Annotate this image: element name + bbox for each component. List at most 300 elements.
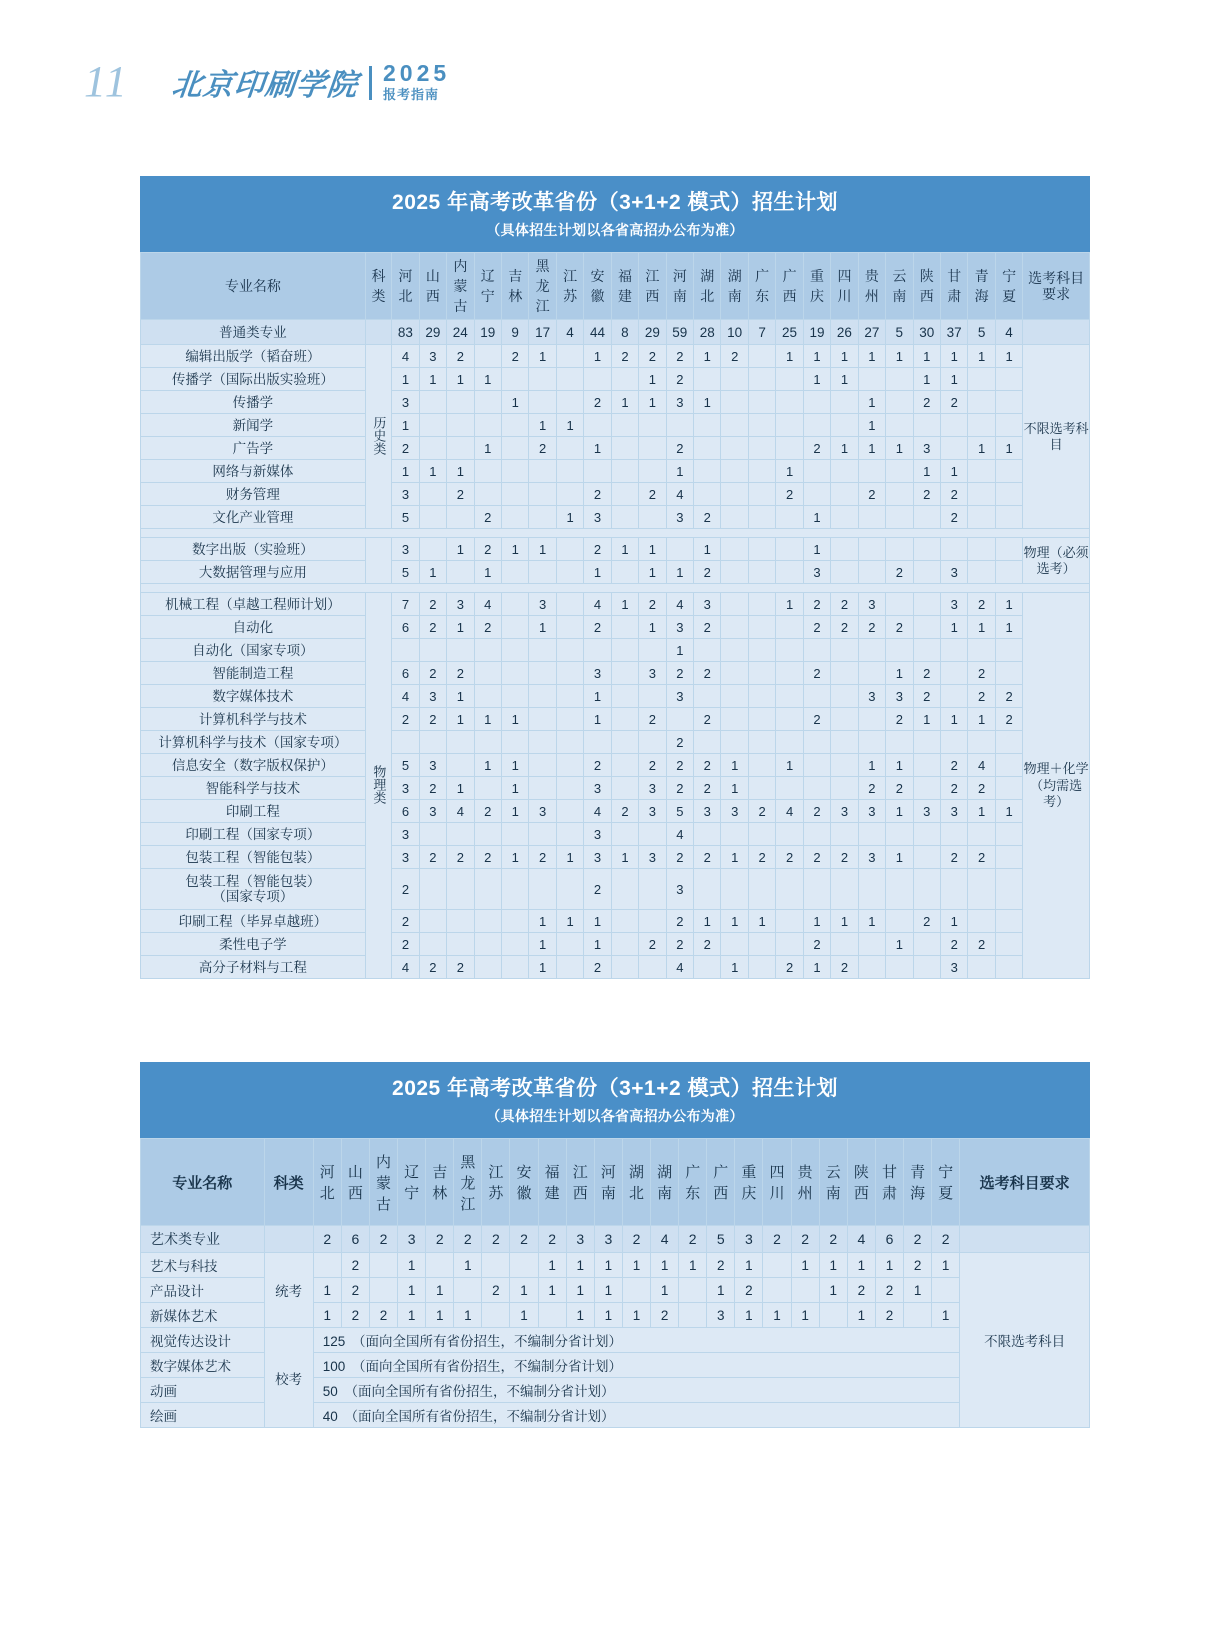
province-label: 福建 — [544, 1164, 560, 1203]
requirement-cell-physics-chem: 物理＋化学（均需选考） — [1023, 593, 1090, 979]
plan-count-cell — [913, 538, 940, 561]
plan-count-cell — [639, 956, 666, 979]
plan-count-cell: 29 — [419, 320, 446, 345]
table-row — [141, 460, 1090, 483]
plan-count-cell — [447, 933, 474, 956]
plan-count-cell: 2 — [694, 754, 721, 777]
plan-count-cell — [748, 823, 775, 846]
plan-count-cell: 2 — [858, 777, 885, 800]
plan-count-cell: 1 — [707, 1278, 735, 1303]
plan-count-cell — [639, 460, 666, 483]
plan-count-cell — [776, 933, 803, 956]
plan-count-cell: 1 — [510, 1303, 538, 1328]
plan-count-cell — [748, 538, 775, 561]
col-header-province-17 — [791, 1139, 819, 1226]
province-label: 重庆 — [810, 268, 824, 305]
plan-count-cell — [913, 956, 940, 979]
col-header-province-9 — [566, 1139, 594, 1226]
plan-count-cell — [940, 685, 967, 708]
province-label: 甘肃 — [947, 268, 962, 305]
col-header-province-8 — [611, 253, 638, 320]
plan-count-cell: 2 — [474, 538, 501, 561]
plan-count-cell: 1 — [392, 414, 419, 437]
province-label: 安徽 — [590, 268, 605, 305]
plan-count-cell: 1 — [803, 368, 830, 391]
plan-count-cell — [803, 731, 830, 754]
province-label: 河南 — [672, 268, 687, 305]
plan-count-cell — [639, 414, 666, 437]
province-label: 湖南 — [727, 268, 742, 305]
plan-count-cell: 3 — [594, 1226, 622, 1253]
major-name: 计算机科学与技术（国家专项） — [141, 731, 366, 754]
plan-count-cell: 3 — [940, 561, 967, 584]
plan-count-cell — [529, 391, 556, 414]
col-header-province-15 — [735, 1139, 763, 1226]
plan-count-cell: 1 — [940, 910, 967, 933]
major-name: 网络与新媒体 — [141, 460, 366, 483]
kelei-cell-tongkao: 统考 — [264, 1253, 313, 1328]
plan-count-cell: 2 — [666, 731, 693, 754]
plan-count-cell: 2 — [639, 933, 666, 956]
plan-count-cell — [721, 368, 748, 391]
plan-count-cell — [748, 437, 775, 460]
plan-count-cell: 1 — [886, 345, 913, 368]
plan-count-cell: 3 — [584, 846, 611, 869]
plan-count-cell — [447, 869, 474, 910]
col-header-province-15 — [803, 253, 830, 320]
plan-count-cell: 2 — [666, 345, 693, 368]
plan-count-cell: 1 — [639, 538, 666, 561]
plan-count-cell: 1 — [611, 593, 638, 616]
province-label: 青海 — [910, 1164, 926, 1203]
plan-count-cell — [913, 869, 940, 910]
plan-count-cell — [529, 869, 556, 910]
plan-count-cell — [313, 1253, 341, 1278]
plan-count-cell — [968, 368, 995, 391]
plan-count-cell — [474, 685, 501, 708]
plan-count-cell: 1 — [913, 460, 940, 483]
col-header-province-14 — [707, 1139, 735, 1226]
plan-count-cell: 1 — [932, 1253, 960, 1278]
plan-count-cell: 3 — [566, 1226, 594, 1253]
col-header-province-3 — [474, 253, 501, 320]
col-header-province-22 — [932, 1139, 960, 1226]
plan-count-cell — [501, 731, 528, 754]
table-row — [141, 506, 1090, 529]
plan-count-cell: 1 — [831, 437, 858, 460]
plan-count-cell — [940, 414, 967, 437]
plan-count-cell: 1 — [886, 662, 913, 685]
plan-count-cell: 2 — [510, 1226, 538, 1253]
plan-count-cell: 9 — [501, 320, 528, 345]
plan-count-cell — [886, 731, 913, 754]
plan-note-cell: 100 （面向全国所有省份招生，不编制分省计划） — [313, 1353, 960, 1378]
plan-count-cell: 3 — [858, 685, 885, 708]
plan-count-cell: 1 — [454, 1253, 482, 1278]
plan-count-cell — [858, 731, 885, 754]
plan-count-cell: 3 — [584, 506, 611, 529]
plan-count-cell: 3 — [666, 391, 693, 414]
plan-count-cell: 1 — [398, 1303, 426, 1328]
plan-count-cell — [932, 1278, 960, 1303]
table-row-total — [141, 1226, 1090, 1253]
plan-count-cell — [721, 561, 748, 584]
plan-count-cell: 1 — [803, 506, 830, 529]
col-header-province-1 — [419, 253, 446, 320]
plan-count-cell — [529, 506, 556, 529]
plan-count-cell — [556, 460, 583, 483]
plan-count-cell: 1 — [913, 345, 940, 368]
plan-count-cell — [529, 685, 556, 708]
plan-count-cell: 1 — [858, 391, 885, 414]
plan-count-cell: 1 — [501, 391, 528, 414]
plan-count-cell — [694, 823, 721, 846]
plan-count-cell — [995, 910, 1022, 933]
plan-count-cell — [611, 708, 638, 731]
plan-count-cell: 3 — [639, 662, 666, 685]
plan-count-cell — [995, 561, 1022, 584]
plan-count-cell: 2 — [735, 1278, 763, 1303]
province-label: 湖南 — [657, 1164, 673, 1203]
plan-count-cell — [694, 956, 721, 979]
col-header-province-19 — [847, 1139, 875, 1226]
plan-count-cell: 3 — [529, 800, 556, 823]
major-name: 计算机科学与技术 — [141, 708, 366, 731]
plan-count-cell — [858, 933, 885, 956]
plan-count-cell — [584, 731, 611, 754]
plan-count-cell: 2 — [776, 956, 803, 979]
plan-count-cell: 1 — [501, 777, 528, 800]
plan-count-cell: 1 — [529, 345, 556, 368]
plan-count-cell: 3 — [419, 685, 446, 708]
plan-count-cell — [995, 662, 1022, 685]
plan-count-cell — [611, 869, 638, 910]
table1-title-main: 2025 年高考改革省份（3+1+2 模式）招生计划 — [392, 191, 838, 214]
province-label: 青海 — [974, 268, 989, 305]
plan-count-cell: 1 — [447, 368, 474, 391]
plan-count-cell: 1 — [454, 1303, 482, 1328]
province-label: 江西 — [572, 1164, 588, 1203]
plan-count-cell — [886, 506, 913, 529]
plan-count-cell: 1 — [694, 345, 721, 368]
plan-count-cell: 2 — [940, 754, 967, 777]
plan-count-cell: 2 — [831, 956, 858, 979]
plan-count-cell: 2 — [694, 616, 721, 639]
plan-count-cell: 2 — [904, 1226, 932, 1253]
plan-count-cell: 2 — [968, 933, 995, 956]
province-label: 四川 — [837, 268, 852, 305]
plan-count-cell: 1 — [940, 345, 967, 368]
plan-count-cell — [447, 506, 474, 529]
plan-count-cell: 2 — [666, 662, 693, 685]
major-name: 包装工程（智能包装） （国家专项） — [141, 869, 366, 910]
major-name: 视觉传达设计 — [141, 1328, 265, 1353]
province-label: 内蒙古 — [453, 258, 468, 315]
plan-count-cell: 2 — [666, 437, 693, 460]
plan-count-cell — [721, 391, 748, 414]
major-name: 包装工程（智能包装） — [141, 846, 366, 869]
province-label: 广东 — [685, 1164, 701, 1203]
plan-count-cell: 1 — [556, 506, 583, 529]
province-label: 甘肃 — [881, 1164, 897, 1203]
plan-count-cell — [501, 593, 528, 616]
plan-count-cell: 2 — [694, 933, 721, 956]
plan-count-cell — [556, 731, 583, 754]
plan-count-cell — [940, 731, 967, 754]
plan-count-cell — [611, 910, 638, 933]
plan-count-cell: 1 — [501, 800, 528, 823]
plan-count-cell: 1 — [639, 561, 666, 584]
plan-count-cell: 1 — [886, 846, 913, 869]
plan-count-cell — [694, 368, 721, 391]
plan-count-cell — [694, 731, 721, 754]
major-name: 印刷工程 — [141, 800, 366, 823]
plan-count-cell: 2 — [940, 777, 967, 800]
plan-count-cell — [913, 561, 940, 584]
plan-count-cell — [611, 639, 638, 662]
province-label: 四川 — [769, 1164, 785, 1203]
table-row — [141, 777, 1090, 800]
col-header-province-17 — [858, 253, 885, 320]
plan-count-cell: 2 — [419, 593, 446, 616]
plan-count-cell: 3 — [940, 800, 967, 823]
plan-count-cell: 3 — [419, 800, 446, 823]
plan-count-cell — [776, 391, 803, 414]
col-header-province-8 — [538, 1139, 566, 1226]
province-label: 江苏 — [563, 268, 578, 305]
plan-count-cell: 1 — [831, 368, 858, 391]
plan-count-cell: 2 — [529, 437, 556, 460]
plan-count-cell — [584, 460, 611, 483]
major-name: 数字媒体技术 — [141, 685, 366, 708]
major-name: 智能制造工程 — [141, 662, 366, 685]
plan-count-cell: 3 — [694, 593, 721, 616]
plan-count-cell: 1 — [639, 616, 666, 639]
plan-count-cell — [913, 754, 940, 777]
col-header-province-6 — [482, 1139, 510, 1226]
plan-count-cell: 19 — [803, 320, 830, 345]
plan-count-cell: 2 — [392, 933, 419, 956]
plan-count-cell — [419, 823, 446, 846]
plan-count-cell: 7 — [392, 593, 419, 616]
plan-count-cell — [748, 506, 775, 529]
plan-count-cell — [529, 731, 556, 754]
plan-count-cell — [968, 391, 995, 414]
plan-count-cell: 4 — [584, 593, 611, 616]
plan-count-cell: 2 — [447, 956, 474, 979]
plan-count-cell: 1 — [426, 1303, 454, 1328]
plan-count-cell — [611, 933, 638, 956]
plan-count-cell — [995, 391, 1022, 414]
plan-count-cell — [611, 823, 638, 846]
plan-count-cell: 1 — [904, 1278, 932, 1303]
plan-count-cell: 4 — [666, 593, 693, 616]
plan-count-cell: 4 — [392, 685, 419, 708]
plan-count-cell: 3 — [419, 754, 446, 777]
plan-count-cell: 1 — [447, 708, 474, 731]
plan-count-cell — [776, 708, 803, 731]
plan-count-cell: 2 — [501, 345, 528, 368]
table2-title-sub: （具体招生计划以各省高招办公布为准） — [486, 1108, 744, 1125]
plan-count-cell: 1 — [803, 538, 830, 561]
table-row — [141, 685, 1090, 708]
plan-count-cell: 1 — [529, 616, 556, 639]
plan-count-cell: 1 — [529, 538, 556, 561]
plan-count-cell: 3 — [666, 685, 693, 708]
plan-count-cell — [419, 639, 446, 662]
plan-count-cell: 2 — [419, 708, 446, 731]
plan-count-cell — [721, 869, 748, 910]
major-name: 艺术类专业 — [141, 1226, 265, 1253]
plan-count-cell: 1 — [995, 593, 1022, 616]
plan-count-cell — [694, 639, 721, 662]
plan-count-cell: 1 — [858, 910, 885, 933]
plan-count-cell — [584, 639, 611, 662]
plan-count-cell — [776, 777, 803, 800]
kelei-cell — [264, 1226, 313, 1253]
plan-count-cell — [886, 460, 913, 483]
plan-count-cell — [748, 368, 775, 391]
plan-count-cell: 1 — [886, 933, 913, 956]
table-row-total — [141, 320, 1090, 345]
plan-count-cell — [831, 708, 858, 731]
plan-count-cell: 1 — [748, 910, 775, 933]
plan-count-cell: 2 — [694, 846, 721, 869]
plan-count-cell — [886, 910, 913, 933]
plan-count-cell — [748, 561, 775, 584]
col-header-province-20 — [875, 1139, 903, 1226]
col-header-province-1 — [341, 1139, 369, 1226]
plan-count-cell: 2 — [584, 869, 611, 910]
plan-count-cell: 1 — [968, 345, 995, 368]
plan-count-cell: 2 — [748, 846, 775, 869]
major-name: 财务管理 — [141, 483, 366, 506]
plan-count-cell: 3 — [392, 777, 419, 800]
plan-count-cell: 3 — [886, 685, 913, 708]
plan-count-cell: 4 — [447, 800, 474, 823]
plan-count-cell: 6 — [392, 800, 419, 823]
plan-count-cell — [968, 483, 995, 506]
col-header-kelei: 科类 — [264, 1139, 313, 1226]
col-header-province-4 — [426, 1139, 454, 1226]
plan-count-cell: 1 — [803, 956, 830, 979]
plan-count-cell — [474, 731, 501, 754]
plan-count-cell: 2 — [419, 846, 446, 869]
table-row — [141, 1253, 1090, 1278]
table-row — [141, 846, 1090, 869]
col-header-province-21 — [904, 1139, 932, 1226]
plan-count-cell: 4 — [651, 1226, 679, 1253]
plan-count-cell: 2 — [584, 956, 611, 979]
plan-count-cell — [474, 460, 501, 483]
col-header-kelei — [365, 253, 391, 320]
plan-count-cell — [501, 460, 528, 483]
plan-count-cell: 3 — [392, 483, 419, 506]
plan-count-cell: 1 — [447, 685, 474, 708]
plan-count-cell — [748, 483, 775, 506]
plan-count-cell — [940, 662, 967, 685]
col-header-province-22 — [995, 253, 1022, 320]
plan-count-cell — [886, 823, 913, 846]
plan-count-cell: 6 — [392, 662, 419, 685]
major-name: 文化产业管理 — [141, 506, 366, 529]
plan-count-cell: 2 — [679, 1226, 707, 1253]
col-header-province-19 — [913, 253, 940, 320]
plan-count-cell: 2 — [858, 483, 885, 506]
plan-count-cell — [419, 731, 446, 754]
kelei-cell-physics: 物理类 — [365, 593, 391, 979]
plan-count-cell: 3 — [940, 593, 967, 616]
col-header-province-10 — [666, 253, 693, 320]
plan-count-cell: 1 — [831, 345, 858, 368]
plan-count-cell — [721, 708, 748, 731]
plan-count-cell: 1 — [313, 1278, 341, 1303]
col-header-province-16 — [831, 253, 858, 320]
plan-count-cell: 4 — [968, 754, 995, 777]
plan-count-cell: 1 — [847, 1253, 875, 1278]
plan-count-cell — [611, 460, 638, 483]
plan-count-cell — [995, 414, 1022, 437]
plan-count-cell: 2 — [538, 1226, 566, 1253]
col-header-province-10 — [594, 1139, 622, 1226]
plan-count-cell — [611, 437, 638, 460]
plan-count-cell: 1 — [913, 368, 940, 391]
plan-count-cell: 1 — [721, 777, 748, 800]
province-label: 山西 — [425, 268, 440, 305]
plan-count-cell: 26 — [831, 320, 858, 345]
plan-count-cell — [721, 616, 748, 639]
major-name: 新媒体艺术 — [141, 1303, 265, 1328]
plan-count-cell: 2 — [886, 616, 913, 639]
plan-count-cell — [501, 956, 528, 979]
plan-count-cell: 4 — [666, 823, 693, 846]
plan-count-cell — [913, 639, 940, 662]
plan-count-cell — [791, 1278, 819, 1303]
plan-count-cell: 1 — [639, 368, 666, 391]
plan-count-cell — [556, 593, 583, 616]
table-row — [141, 345, 1090, 368]
plan-count-cell — [748, 685, 775, 708]
admission-plan-table-general — [140, 176, 1090, 979]
plan-count-cell — [776, 561, 803, 584]
plan-count-cell: 10 — [721, 320, 748, 345]
plan-count-cell: 1 — [398, 1253, 426, 1278]
plan-count-cell — [419, 437, 446, 460]
plan-count-cell: 1 — [313, 1303, 341, 1328]
plan-count-cell — [721, 933, 748, 956]
plan-count-cell — [776, 538, 803, 561]
col-header-province-20 — [940, 253, 967, 320]
plan-count-cell: 1 — [721, 910, 748, 933]
plan-count-cell — [721, 437, 748, 460]
plan-count-cell: 1 — [651, 1278, 679, 1303]
major-name: 普通类专业 — [141, 320, 366, 345]
plan-count-cell — [694, 437, 721, 460]
plan-count-cell: 4 — [995, 320, 1022, 345]
table-row — [141, 437, 1090, 460]
plan-count-cell — [529, 460, 556, 483]
plan-count-cell: 1 — [791, 1253, 819, 1278]
admission-plan-table-arts — [140, 1062, 1090, 1428]
plan-count-cell — [748, 391, 775, 414]
plan-count-cell: 2 — [803, 437, 830, 460]
plan-count-cell — [940, 639, 967, 662]
col-header-province-0 — [392, 253, 419, 320]
major-name: 动画 — [141, 1378, 265, 1403]
plan-count-cell — [501, 561, 528, 584]
plan-count-cell — [803, 869, 830, 910]
col-header-major: 专业名称 — [141, 253, 366, 320]
